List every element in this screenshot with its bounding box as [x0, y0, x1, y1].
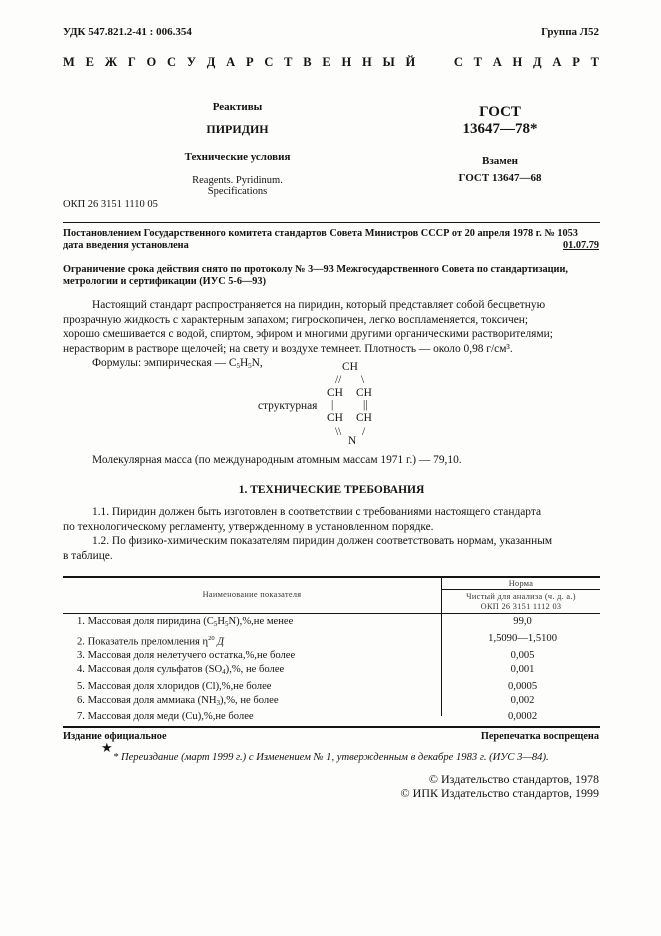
- row-value: 0,0002: [508, 711, 538, 723]
- formula-bond: \\: [335, 426, 342, 438]
- gost-number: 13647—78*: [462, 121, 538, 137]
- banner-letter: Т: [473, 55, 482, 69]
- banner-letter: А: [552, 55, 562, 69]
- paragraph-line: в таблице.: [63, 549, 113, 562]
- structural-label: структурная: [258, 400, 318, 412]
- paragraph-line: 1.2. По физико-химическим показателям пиридин должен соответствовать нормам, указанным: [92, 535, 553, 548]
- row-label: 4. Массовая доля сульфатов $(SO_4),\%$, не более: [77, 663, 285, 676]
- formula-atom: CH: [356, 387, 372, 399]
- intro-line: прозрачную жидкость с характерным запахом; гигроскопичен, легко воспламеняется, токсичен;: [63, 313, 529, 326]
- row-value: 1,5090—1,5100: [488, 632, 557, 644]
- replaces-label: Взамен: [482, 155, 518, 167]
- col-header-grade: Чистый для анализа (ч. д. а.): [466, 592, 576, 601]
- section-paragraphs: [63, 505, 603, 563]
- table-row: [63, 694, 600, 711]
- paragraph-line: 1.1. Пиридин должен быть изготовлен в соответствии с требованиями настоящего стандарта: [92, 506, 542, 518]
- decree-line2: дата введения установлена: [63, 240, 189, 251]
- banner-letter: Г: [127, 55, 136, 69]
- banner-letter: Ж: [104, 55, 118, 69]
- product-name: ПИРИДИН: [206, 122, 269, 136]
- row-value: 0,002: [510, 694, 535, 706]
- restriction-line2: метрологии и сертификации (ИУС 5-6—93): [63, 276, 267, 287]
- row-label: 6. Массовая доля аммиака $(NH_3),\%$, не более: [77, 694, 279, 707]
- banner-letter: [426, 55, 429, 70]
- english-title-line1: Reagents. Pyridinum.: [192, 175, 283, 186]
- banner-letter: В: [303, 55, 312, 69]
- row-label: 5. Массовая доля хлоридов (Cl),%,не более: [77, 680, 272, 692]
- banner-letter: Е: [85, 55, 94, 69]
- copyright-1999: © ИПК Издательство стандартов, 1999: [400, 786, 599, 800]
- table-row: [63, 663, 600, 680]
- table-subheader-rule: [441, 589, 600, 590]
- formula-atom: CH: [356, 412, 372, 424]
- replaces-value: ГОСТ 13647—68: [458, 172, 542, 184]
- gost-label: ГОСТ: [479, 104, 521, 120]
- formula-atom: CH: [327, 412, 343, 424]
- banner-letter: Д: [206, 55, 216, 69]
- udk-code: УДК 547.821.2-41 : 006.354: [63, 26, 192, 38]
- banner-letter: Н: [341, 55, 352, 69]
- divider: [63, 222, 600, 223]
- banner-letter: О: [146, 55, 157, 69]
- table-top-rule: [63, 576, 600, 578]
- row-value: 0,001: [510, 663, 535, 675]
- intro-paragraph: [63, 298, 603, 374]
- banner-letter: Р: [245, 55, 254, 69]
- row-value: 99,0: [513, 616, 532, 627]
- banner-letter: Р: [572, 55, 580, 69]
- official-edition: Издание официальное: [63, 731, 167, 742]
- star-icon: ★: [101, 740, 113, 755]
- footer-rule: [63, 726, 600, 728]
- row-label: 3. Массовая доля нелетучего остатка,%,не более: [77, 650, 296, 662]
- row-label: 1. Массовая доля пиридина $(C_5H_5N),\%,не$ менее: [77, 616, 294, 628]
- table-body: [63, 615, 600, 724]
- section-title: 1. ТЕХНИЧЕСКИЕ ТРЕБОВАНИЯ: [238, 484, 425, 496]
- banner-letter: Д: [533, 55, 542, 69]
- banner-letter: У: [186, 55, 197, 69]
- banner-letter: [440, 55, 443, 70]
- banner-letter: Е: [322, 55, 331, 69]
- table-row: [63, 710, 600, 724]
- formula-bond: |: [331, 399, 334, 411]
- col-header-norm: Норма: [508, 579, 534, 588]
- formula-bond: \: [361, 374, 365, 386]
- formula-atom: N: [348, 435, 357, 447]
- banner-letter: С: [453, 55, 463, 69]
- table-row: [63, 632, 600, 649]
- restriction-line1: Ограничение срока действия снято по протоколу № 3—93 Межгосударственного Совета по стандартизации,: [63, 264, 568, 275]
- molar-mass: Молекулярная масса (по международным атомным массам 1971 г.) — 79,10.: [92, 454, 462, 466]
- formula-bond: //: [335, 374, 342, 386]
- category-label: Реактивы: [212, 101, 263, 113]
- banner-letter: С: [167, 55, 177, 69]
- row-value: 0,005: [510, 650, 535, 662]
- banner-letter: Й: [405, 55, 416, 69]
- intro-line: нерастворим в растворе щелочей; на свету и воздухе темнеет. Плотность — около 0,98 г/см³.: [63, 342, 513, 355]
- formulas-line: Формулы: эмпирическая — $C_5H_5N$,: [92, 357, 263, 371]
- row-value: 0,0005: [508, 680, 538, 692]
- reissue-note: * Переиздание (март 1999 г.) с Изменением № 1, утвержденным в декабре 1983 г. (ИУС 3—84).: [113, 752, 549, 763]
- reprint-notice: Перепечатка воспрещена: [480, 731, 599, 742]
- formula-bond: ||: [363, 399, 368, 411]
- copyright-1978: © Издательство стандартов, 1978: [428, 772, 599, 786]
- banner-letter: Ы: [382, 55, 395, 69]
- col-header-okp: ОКП 26 3151 1112 03: [480, 602, 562, 611]
- banner-letter: А: [226, 55, 236, 69]
- banner-letter: С: [264, 55, 274, 69]
- banner-letter: Н: [362, 55, 372, 69]
- intro-line: Настоящий стандарт распространяется на пиридин, который представляет собой бесцветную: [92, 299, 546, 311]
- formula-bond: /: [362, 426, 366, 438]
- okp-code: ОКП 26 3151 1110 05: [63, 199, 158, 210]
- paragraph-line: по технологическому регламенту, утвержденному в установленном порядке.: [63, 520, 434, 533]
- banner-letter: А: [492, 55, 502, 69]
- row-label: 7. Массовая доля меди (Cu),%,не более: [77, 711, 254, 723]
- table-row: [63, 649, 600, 663]
- doc-subtitle: Технические условия: [184, 151, 291, 163]
- banner-letter: Т: [590, 55, 599, 69]
- table-row: [63, 680, 600, 694]
- banner-letter: Т: [284, 55, 293, 69]
- empirical-formula: $C_5H_5N$,: [228, 357, 263, 371]
- col-header-name: Наименование показателя: [202, 590, 302, 599]
- banner-letter: Н: [512, 55, 523, 69]
- table-header-rule: [63, 613, 600, 614]
- banner-letter: М: [63, 55, 75, 69]
- intro-line: хорошо смешивается с водой, спиртом, эфиром и многими другими органическими растворителями;: [63, 328, 553, 341]
- group-code: Группа Л52: [541, 26, 599, 38]
- table-row: [63, 615, 600, 632]
- standard-banner: [63, 55, 599, 70]
- formula-atom: CH: [327, 387, 343, 399]
- formula-atom: CH: [342, 361, 358, 373]
- row-label: 2. Показатель преломления $\eta^{20}$ Д: [77, 634, 224, 648]
- decree-line1: Постановлением Государственного комитета стандартов Совета Министров СССР от 20 апреля 1978 г. № 1053: [63, 228, 578, 239]
- english-title-line2: Specifications: [207, 186, 268, 197]
- effective-date: 01.07.79: [562, 240, 599, 251]
